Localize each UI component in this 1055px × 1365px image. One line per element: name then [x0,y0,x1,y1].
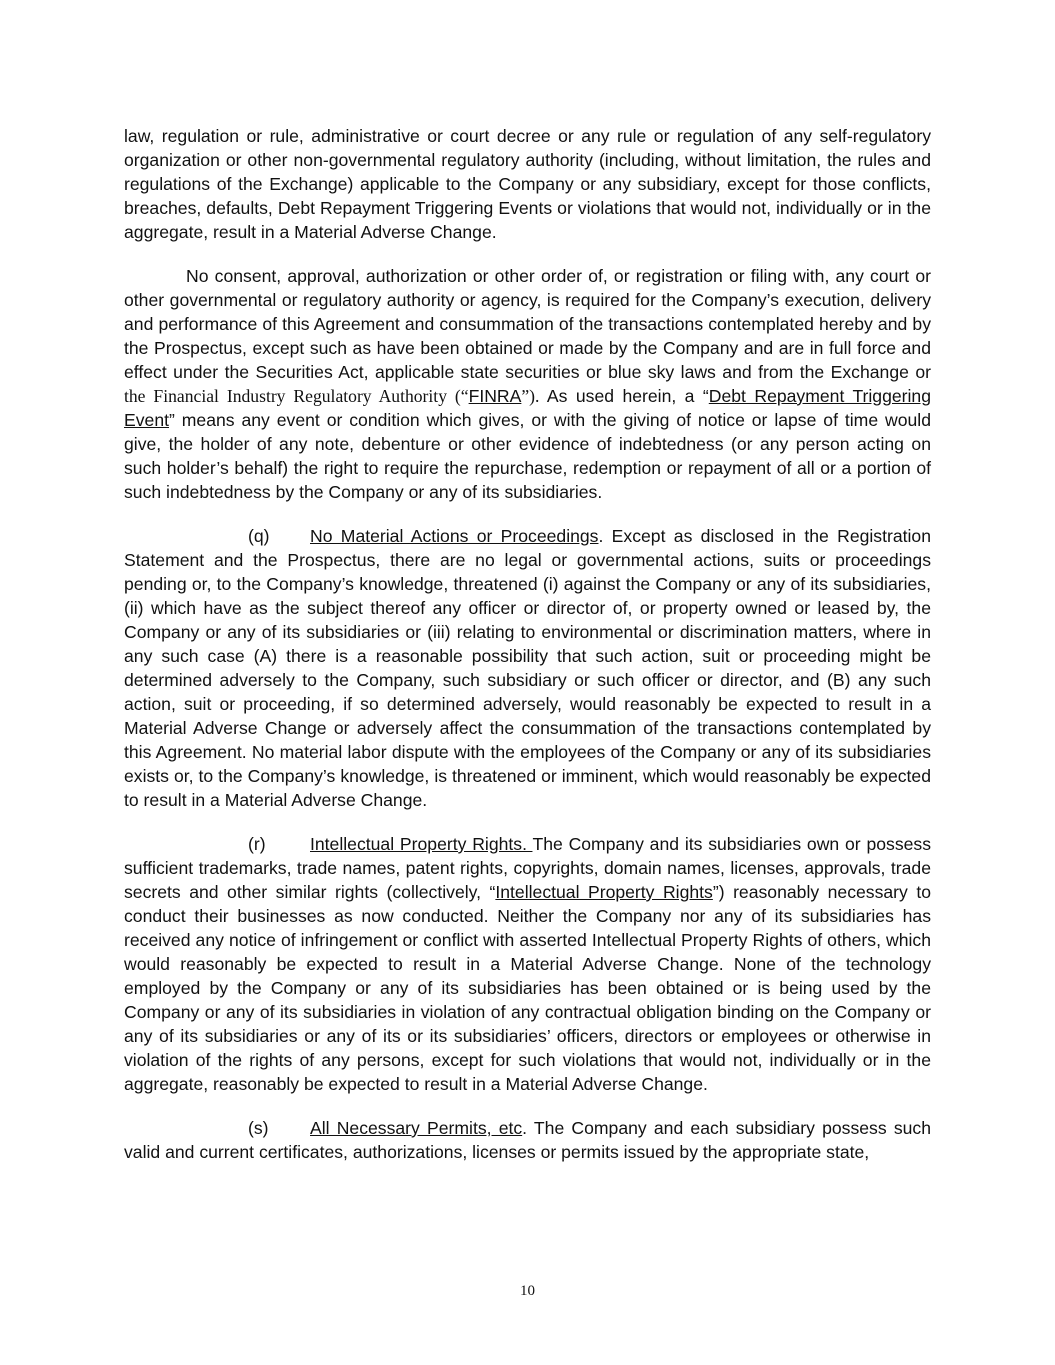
section-q [124,524,931,812]
section-label: (q) [248,526,270,546]
paragraph-consents [124,264,931,504]
section-text: ”) reasonably necessary to conduct their businesses as now conducted. Neither the Company nor any of its subsidiaries has received any notice of infringement or conflict with asserted Intellectual Property Rights of others, which would reasonably be expected to result in a Material Adverse Change. None of the technology employed by the Company or any of its subsidiaries has been obtained or is being used by the Company or any of its subsidiaries in violation of any contractual obligation binding on the Company or any of its subsidiaries or any of its or its subsidiaries’ officers, directors or employees or otherwise in violation of the rights of any persons, except for such violations that would not, individually or in the aggregate, reasonably be expected to result in a Material Adverse Change. [124,882,932,1094]
section-r [124,832,931,1096]
paragraph-text: As used herein, a “ [539,386,709,406]
section-text: The Company and its subsidiaries own or possess sufficient trademarks, trade names, patent rights, copyrights, domain names, licenses, approvals, trade secrets and other similar rights (collectively, “ [124,834,931,902]
section-title: No Material Actions or Proceedings [310,526,599,546]
section-title: All Necessary Permits, etc [310,1118,523,1138]
section-title: Intellectual Property Rights. [310,834,533,854]
defined-term-debt-repayment: Debt Repayment Triggering Event [124,386,931,430]
page-number: 10 [520,1283,535,1299]
finra-closing-quote: ”). [521,386,540,406]
paragraph-text: No consent, approval, authorization or other order of, or registration or filing with, any court or other governmental or regulatory authority or agency, is required for the Company’s execution, delivery and performance of this Agreement and consummation of the transactions contemplated hereby and by the Prospectus, except such as have been obtained or made by the Company and are in full force and effect under the Securities Act, applicable state securities or blue sky laws and from the Exchange or [124,266,931,382]
paragraph-text: law, regulation or rule, administrative or court decree or any rule or regulation of any self-regulatory organization or other non-governmental regulatory authority (including, without limitation, the rules and regulations of the Exchange) applicable to the Company or any subsidiary, except for those conflicts, breaches, defaults, Debt Repayment Triggering Events or violations that would not, individually or in the aggregate, result in a Material Adverse Change. [124,126,931,242]
section-text: . Except as disclosed in the Registration Statement and the Prospectus, there are no legal or governmental actions, suits or proceedings pending or, to the Company’s knowledge, threatened (i) against the Company or any of its subsidiaries, (ii) which have as the subject thereof any officer or director of, or property owned or leased by, the Company or any of its subsidiaries or (iii) relating to environmental or discrimination matters, where in any such case (A) there is a reasonable possibility that such action, suit or proceeding might be determined adversely to the Company, such subsidiary or such officer or director, and (B) any such action, suit or proceeding, if so determined adversely, would reasonably be expected to result in a Material Adverse Change or adversely affect the consummation of the transactions contemplated by this Agreement. No material labor dispute with the employees of the Company or any of its subsidiaries exists or, to the Company’s knowledge, is threatened or imminent, which would reasonably be expected to result in a Material Adverse Change. [124,526,931,810]
section-s [124,1116,931,1164]
paragraph-continuation [124,124,931,244]
section-label: (r) [248,834,266,854]
body-text [124,124,931,1184]
section-label: (s) [248,1118,269,1138]
section-text: . The Company and each subsidiary possess such valid and current certificates, authorizations, licenses or permits issued by the appropriate state, [124,1118,931,1162]
paragraph-text: ” means any event or condition which gives, or with the giving of notice or lapse of time would give, the holder of any note, debenture or other evidence of indebtedness (or any person acting on such holder’s behalf) the right to require the repurchase, redemption or repayment of all or a portion of such indebtedness by the Company or any of its subsidiaries. [124,410,931,502]
defined-term-finra: FINRA [468,386,522,406]
finra-definition-text: the Financial Industry Regulatory Authority (“ [124,386,469,406]
defined-term-ip-rights: Intellectual Property Rights [495,882,713,902]
